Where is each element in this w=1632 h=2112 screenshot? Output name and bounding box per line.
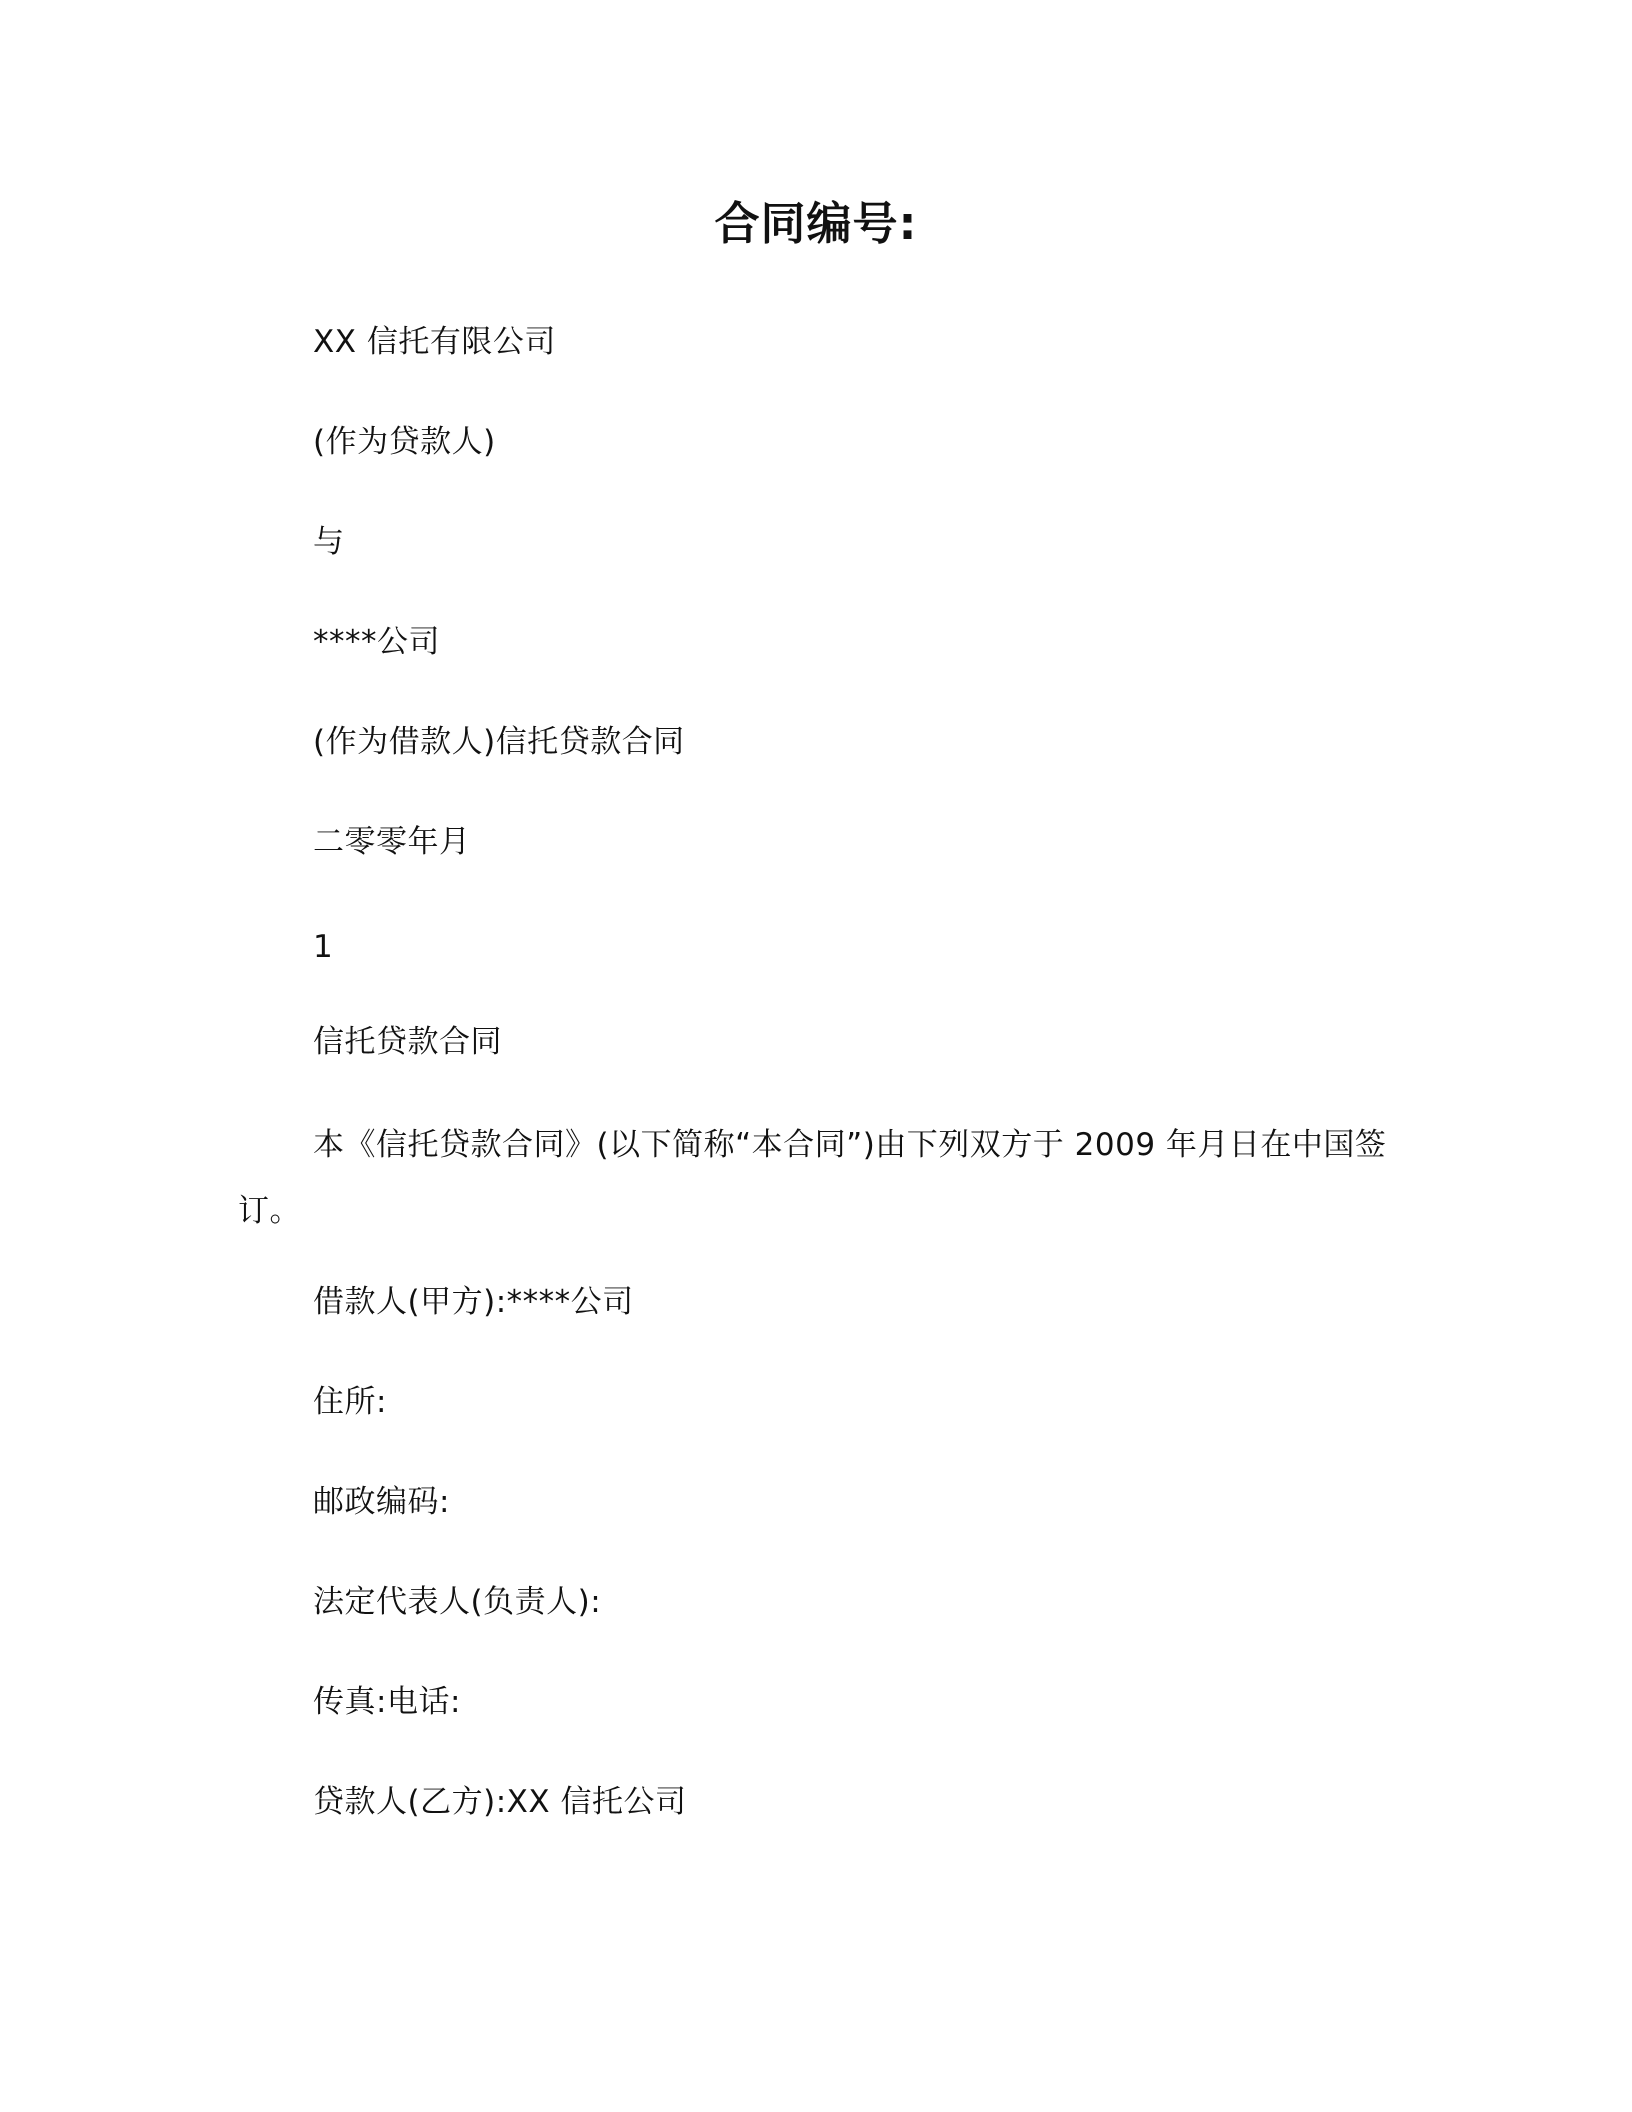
contract-number-title: 合同编号: bbox=[714, 197, 918, 250]
legal-representative-line: 法定代表人(负责人): bbox=[313, 1584, 602, 1620]
borrower-role-contract-line: (作为借款人)信托贷款合同 bbox=[313, 724, 685, 760]
borrower-company-line: ****公司 bbox=[313, 624, 440, 660]
address-line: 住所: bbox=[313, 1384, 387, 1420]
postal-code-line: 邮政编码: bbox=[313, 1484, 450, 1520]
lender-party-line: 贷款人(乙方):XX 信托公司 bbox=[313, 1784, 687, 1820]
page-number: 1 bbox=[313, 929, 334, 965]
and-line: 与 bbox=[313, 524, 345, 560]
date-line: 二零零年月 bbox=[313, 824, 471, 860]
lender-role-line: (作为贷款人) bbox=[313, 424, 496, 460]
intro-paragraph: 本《信托贷款合同》(以下简称“本合同”)由下列双方于 2009 年月日在中国签订。 bbox=[238, 1127, 1387, 1229]
fax-phone-line: 传真:电话: bbox=[313, 1684, 461, 1720]
contract-heading: 信托贷款合同 bbox=[313, 1024, 502, 1060]
borrower-party-line: 借款人(甲方):****公司 bbox=[313, 1284, 634, 1320]
trust-company-line: XX 信托有限公司 bbox=[313, 324, 556, 360]
